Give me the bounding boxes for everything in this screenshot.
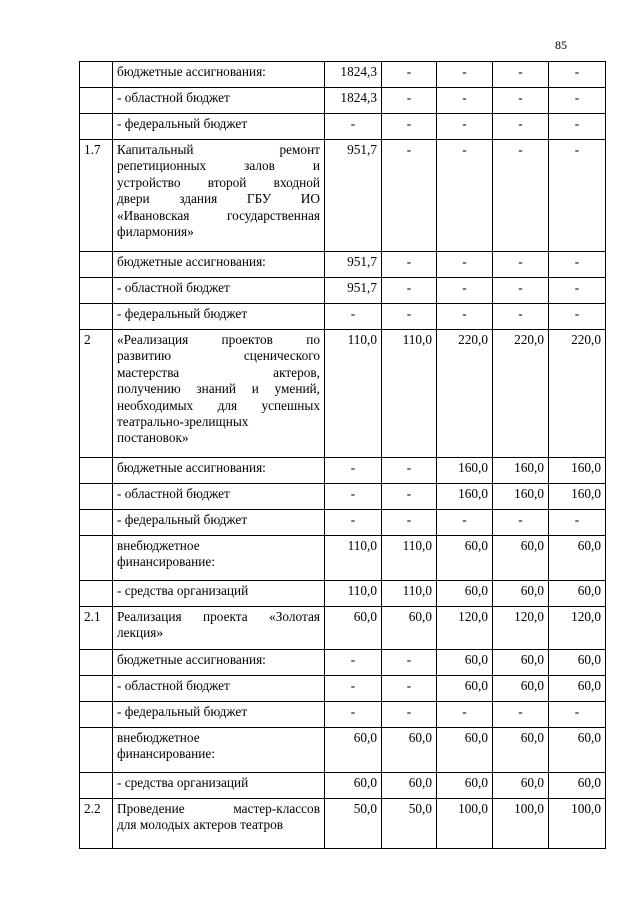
table-row xyxy=(80,304,606,330)
value-cell: 1824,3 xyxy=(325,62,382,88)
row-number xyxy=(80,510,113,536)
row-description xyxy=(113,252,325,278)
value-cell: - xyxy=(325,304,382,330)
description-line: - федеральный бюджет xyxy=(117,306,248,321)
table-row xyxy=(80,728,606,773)
value-cell: 160,0 xyxy=(493,484,549,510)
description-line: - областной бюджет xyxy=(117,678,230,693)
description-line: бюджетные ассигнования: xyxy=(117,254,266,269)
value-cell: - xyxy=(325,484,382,510)
value-cell: 100,0 xyxy=(437,799,493,849)
row-number xyxy=(80,458,113,484)
table-row xyxy=(80,484,606,510)
value-cell: - xyxy=(493,252,549,278)
value-cell: 60,0 xyxy=(437,676,493,702)
value-cell: - xyxy=(549,304,606,330)
value-cell: 60,0 xyxy=(549,581,606,607)
description-line: развитию сценического xyxy=(117,348,320,364)
table-row xyxy=(80,650,606,676)
description-line: - федеральный бюджет xyxy=(117,116,248,131)
value-cell: 50,0 xyxy=(382,799,437,849)
row-description xyxy=(113,650,325,676)
table-row xyxy=(80,510,606,536)
value-cell: 60,0 xyxy=(437,728,493,773)
table-row xyxy=(80,62,606,88)
row-number xyxy=(80,484,113,510)
value-cell: - xyxy=(493,114,549,140)
value-cell: - xyxy=(549,252,606,278)
row-description xyxy=(113,581,325,607)
row-description xyxy=(113,676,325,702)
row-number: 2.2 xyxy=(80,799,113,849)
row-description xyxy=(113,114,325,140)
value-cell: 60,0 xyxy=(325,728,382,773)
value-cell: - xyxy=(437,62,493,88)
value-cell: - xyxy=(382,252,437,278)
value-cell: 60,0 xyxy=(382,773,437,799)
value-cell: 110,0 xyxy=(325,536,382,581)
row-number xyxy=(80,88,113,114)
description-line: Проведение мастер-классов xyxy=(117,801,320,816)
row-number xyxy=(80,304,113,330)
value-cell: 60,0 xyxy=(382,728,437,773)
description-line: финансирование: xyxy=(117,746,216,762)
value-cell: 110,0 xyxy=(382,536,437,581)
description-line: «Реализация проектов по xyxy=(117,332,320,347)
value-cell: 100,0 xyxy=(493,799,549,849)
value-cell: - xyxy=(382,650,437,676)
value-cell: - xyxy=(549,510,606,536)
row-description xyxy=(113,728,325,773)
value-cell: 60,0 xyxy=(437,581,493,607)
row-number xyxy=(80,536,113,581)
value-cell: 120,0 xyxy=(437,607,493,650)
row-number: 2 xyxy=(80,330,113,458)
value-cell: - xyxy=(325,510,382,536)
table-row xyxy=(80,140,606,252)
value-cell: 60,0 xyxy=(437,650,493,676)
table-row xyxy=(80,536,606,581)
table-row xyxy=(80,702,606,728)
table-row xyxy=(80,330,606,458)
value-cell: - xyxy=(437,510,493,536)
row-number xyxy=(80,252,113,278)
description-line: бюджетные ассигнования: xyxy=(117,652,266,667)
description-line: для молодых актеров театров xyxy=(117,817,284,833)
value-cell: 60,0 xyxy=(437,536,493,581)
value-cell: 160,0 xyxy=(549,458,606,484)
value-cell: 60,0 xyxy=(325,773,382,799)
description-line: филармония» xyxy=(117,224,194,240)
value-cell: - xyxy=(493,702,549,728)
value-cell: 60,0 xyxy=(493,650,549,676)
value-cell: 60,0 xyxy=(437,773,493,799)
value-cell: 100,0 xyxy=(549,799,606,849)
table-row xyxy=(80,607,606,650)
value-cell: - xyxy=(549,88,606,114)
row-description xyxy=(113,702,325,728)
value-cell: - xyxy=(382,114,437,140)
row-description xyxy=(113,607,325,650)
table-row xyxy=(80,676,606,702)
value-cell: - xyxy=(325,702,382,728)
table-row xyxy=(80,114,606,140)
value-cell: 1824,3 xyxy=(325,88,382,114)
value-cell: - xyxy=(382,62,437,88)
value-cell: - xyxy=(549,114,606,140)
row-description xyxy=(113,88,325,114)
value-cell: 60,0 xyxy=(549,536,606,581)
description-line: бюджетные ассигнования: xyxy=(117,64,266,79)
value-cell: - xyxy=(382,88,437,114)
row-description xyxy=(113,773,325,799)
value-cell: - xyxy=(437,252,493,278)
value-cell: 120,0 xyxy=(493,607,549,650)
row-description xyxy=(113,330,325,458)
row-number xyxy=(80,676,113,702)
row-description xyxy=(113,278,325,304)
table-row xyxy=(80,278,606,304)
row-description xyxy=(113,510,325,536)
value-cell: 60,0 xyxy=(549,773,606,799)
value-cell: 160,0 xyxy=(437,458,493,484)
description-line: - федеральный бюджет xyxy=(117,704,248,719)
value-cell: 110,0 xyxy=(325,581,382,607)
page-number: 85 xyxy=(555,38,567,52)
value-cell: - xyxy=(493,140,549,252)
value-cell: - xyxy=(549,278,606,304)
row-description xyxy=(113,799,325,849)
description-line: внебюджетное xyxy=(117,538,200,553)
table-row xyxy=(80,88,606,114)
description-line: - средства организаций xyxy=(117,775,249,790)
value-cell: - xyxy=(493,278,549,304)
value-cell: - xyxy=(325,676,382,702)
value-cell: 60,0 xyxy=(493,536,549,581)
description-line: - областной бюджет xyxy=(117,90,230,105)
value-cell: - xyxy=(382,702,437,728)
row-number xyxy=(80,650,113,676)
description-line: финансирование: xyxy=(117,554,216,570)
value-cell: 160,0 xyxy=(549,484,606,510)
value-cell: 220,0 xyxy=(493,330,549,458)
value-cell: 951,7 xyxy=(325,278,382,304)
row-number xyxy=(80,702,113,728)
description-line: постановок» xyxy=(117,430,189,446)
budget-table-body xyxy=(80,62,606,849)
description-line: театрально-зрелищных xyxy=(117,414,249,430)
row-number xyxy=(80,278,113,304)
value-cell: 120,0 xyxy=(549,607,606,650)
value-cell: - xyxy=(437,114,493,140)
value-cell: 160,0 xyxy=(437,484,493,510)
value-cell: - xyxy=(325,650,382,676)
value-cell: 60,0 xyxy=(493,581,549,607)
value-cell: - xyxy=(437,702,493,728)
value-cell: - xyxy=(382,458,437,484)
value-cell: 951,7 xyxy=(325,252,382,278)
value-cell: 951,7 xyxy=(325,140,382,252)
value-cell: - xyxy=(437,304,493,330)
description-line: - областной бюджет xyxy=(117,486,230,501)
value-cell: - xyxy=(325,458,382,484)
row-number xyxy=(80,728,113,773)
row-description xyxy=(113,62,325,88)
value-cell: - xyxy=(382,484,437,510)
value-cell: - xyxy=(549,140,606,252)
description-line: лекция» xyxy=(117,625,163,641)
budget-table xyxy=(79,61,606,849)
description-line: внебюджетное xyxy=(117,730,200,745)
description-line: необходимых для успешных xyxy=(117,397,320,413)
value-cell: 110,0 xyxy=(382,581,437,607)
value-cell: - xyxy=(493,510,549,536)
row-number xyxy=(80,581,113,607)
value-cell: - xyxy=(493,304,549,330)
value-cell: 60,0 xyxy=(549,650,606,676)
value-cell: 60,0 xyxy=(493,773,549,799)
value-cell: 60,0 xyxy=(549,728,606,773)
value-cell: - xyxy=(437,140,493,252)
value-cell: - xyxy=(382,510,437,536)
value-cell: 60,0 xyxy=(382,607,437,650)
table-row xyxy=(80,799,606,849)
row-number xyxy=(80,114,113,140)
value-cell: - xyxy=(437,88,493,114)
description-line: - средства организаций xyxy=(117,583,249,598)
value-cell: - xyxy=(493,88,549,114)
table-row xyxy=(80,252,606,278)
description-line: двери здания ГБУ ИО xyxy=(117,191,320,207)
description-line: - федеральный бюджет xyxy=(117,512,248,527)
value-cell: - xyxy=(382,140,437,252)
description-line: - областной бюджет xyxy=(117,280,230,295)
value-cell: 60,0 xyxy=(549,676,606,702)
row-number xyxy=(80,773,113,799)
row-description xyxy=(113,140,325,252)
description-line: получению знаний и умений, xyxy=(117,381,320,397)
value-cell: 160,0 xyxy=(493,458,549,484)
row-number xyxy=(80,62,113,88)
value-cell: 110,0 xyxy=(382,330,437,458)
description-line: мастерства актеров, xyxy=(117,364,320,380)
description-line: бюджетные ассигнования: xyxy=(117,460,266,475)
row-number: 1.7 xyxy=(80,140,113,252)
value-cell: 60,0 xyxy=(493,728,549,773)
value-cell: - xyxy=(549,702,606,728)
row-number: 2.1 xyxy=(80,607,113,650)
table-row xyxy=(80,458,606,484)
value-cell: 220,0 xyxy=(437,330,493,458)
row-description xyxy=(113,304,325,330)
row-description xyxy=(113,536,325,581)
value-cell: - xyxy=(382,278,437,304)
value-cell: 60,0 xyxy=(493,676,549,702)
row-description xyxy=(113,484,325,510)
table-row xyxy=(80,773,606,799)
value-cell: - xyxy=(382,304,437,330)
value-cell: - xyxy=(493,62,549,88)
row-description xyxy=(113,458,325,484)
description-line: устройство второй входной xyxy=(117,174,320,190)
value-cell: - xyxy=(382,676,437,702)
value-cell: 50,0 xyxy=(325,799,382,849)
value-cell: - xyxy=(325,114,382,140)
value-cell: 220,0 xyxy=(549,330,606,458)
value-cell: - xyxy=(437,278,493,304)
value-cell: 60,0 xyxy=(325,607,382,650)
description-line: Реализация проекта «Золотая xyxy=(117,609,320,624)
table-row xyxy=(80,581,606,607)
description-line: «Ивановская государственная xyxy=(117,207,320,223)
description-line: репетиционных залов и xyxy=(117,158,320,174)
description-line: Капитальный ремонт xyxy=(117,142,320,157)
value-cell: 110,0 xyxy=(325,330,382,458)
value-cell: - xyxy=(549,62,606,88)
